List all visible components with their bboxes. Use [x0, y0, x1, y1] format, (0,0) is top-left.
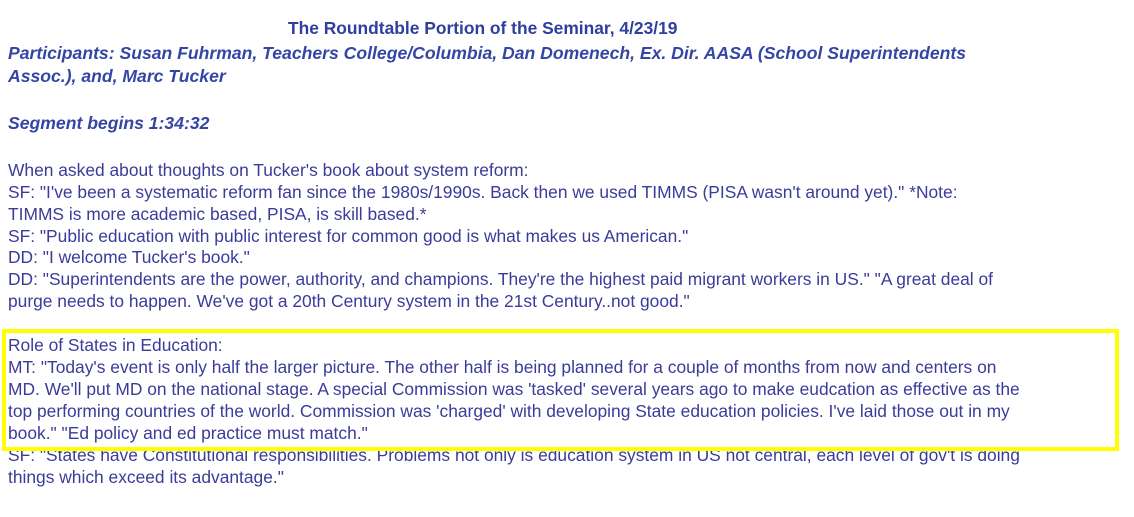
- intro-line: DD: "Superintendents are the power, authority, and champions. They're the highest paid migrant workers in US." "A great deal of: [8, 269, 993, 289]
- states-line: book." "Ed policy and ed practice must match.": [8, 423, 368, 443]
- intro-line: DD: "I welcome Tucker's book.": [8, 247, 250, 267]
- participants-line-1: Participants: Susan Fuhrman, Teachers College/Columbia, Dan Domenech, Ex. Dir. AASA (School Superintendents: [8, 43, 967, 63]
- states-line: MT: "Today's event is only half the larger picture. The other half is being planned for a couple of months from now and centers on: [8, 357, 997, 377]
- section-heading-states: Role of States in Education:: [8, 335, 223, 355]
- document-title: The Roundtable Portion of the Seminar, 4/23/19: [288, 18, 678, 38]
- participants-line-2: Assoc.), and, Marc Tucker: [8, 66, 226, 86]
- states-line: SF: "States have Constitutional responsibilities. Problems not only is education system in US not central, each level of gov't is doing: [8, 445, 1020, 465]
- states-line: top performing countries of the world. Commission was 'charged' with developing State education policies. I've laid those out in my: [8, 401, 1010, 421]
- segment-start: Segment begins 1:34:32: [8, 113, 210, 133]
- states-line: MD. We'll put MD on the national stage. A special Commission was 'tasked' several years ago to make eudcation as effective as the: [8, 379, 1020, 399]
- intro-line: SF: "I've been a systematic reform fan since the 1980s/1990s. Back then we used TIMMS (PISA wasn't around yet)." *Note:: [8, 182, 958, 202]
- intro-line: purge needs to happen. We've got a 20th Century system in the 21st Century..not good.": [8, 291, 690, 311]
- intro-line: When asked about thoughts on Tucker's book about system reform:: [8, 160, 529, 180]
- intro-line: SF: "Public education with public interest for common good is what makes us American.": [8, 226, 689, 246]
- intro-line: TIMMS is more academic based, PISA, is skill based.*: [8, 204, 427, 224]
- states-line: things which exceed its advantage.": [8, 467, 284, 487]
